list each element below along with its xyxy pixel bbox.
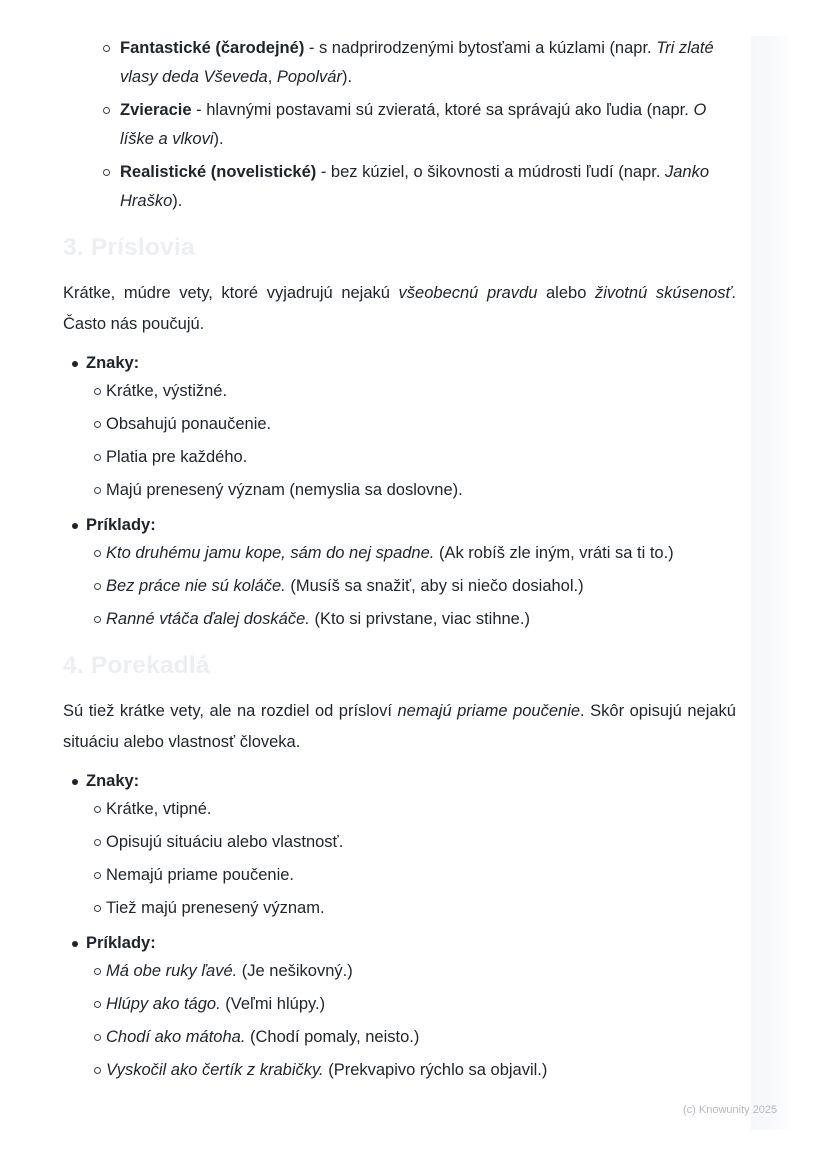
- bullet-icon: [72, 361, 78, 367]
- znaky-sublist: [86, 377, 736, 505]
- page-edge-strip: [749, 36, 793, 1130]
- list-item-text: Kto druhému jamu kope, sám do nej spadne. (Ak robíš zle iným, vráti sa ti to.): [106, 544, 674, 562]
- list-item: [86, 410, 736, 439]
- circle-bullet-icon: [94, 583, 101, 590]
- list-item-text: Chodí ako mátoha. (Chodí pomaly, neisto.): [106, 1028, 420, 1046]
- list-item-text: Bez práce nie sú koláče. (Musíš sa snažiť, aby si niečo dosiahol.): [106, 577, 584, 595]
- list-item-text: Obsahujú ponaučenie.: [106, 415, 272, 433]
- list-item-text: Ranné vtáča ďalej doskáče. (Kto si privstane, viac stihne.): [106, 610, 530, 628]
- circle-bullet-icon: [94, 968, 101, 975]
- list-item-label: Príklady:: [86, 516, 156, 534]
- circle-bullet-icon: [103, 45, 110, 52]
- list-item-text: Krátke, výstižné.: [106, 382, 228, 400]
- circle-bullet-icon: [94, 388, 101, 395]
- list-item-text: Krátke, vtipné.: [106, 800, 212, 818]
- list-item: [86, 990, 736, 1019]
- list-item-label: Príklady:: [86, 934, 156, 952]
- list-item-znaky: [63, 767, 736, 923]
- tale-types-list: [63, 34, 736, 216]
- list-item: [86, 605, 736, 634]
- circle-bullet-icon: [94, 1001, 101, 1008]
- circle-bullet-icon: [94, 1034, 101, 1041]
- list-item-text: Tiež majú prenesený význam.: [106, 899, 325, 917]
- list-item: [86, 894, 736, 923]
- copyright-watermark: (c) Knowunity 2025: [683, 1104, 778, 1116]
- list-item-label: Znaky:: [86, 772, 140, 790]
- intro-paragraph: Krátke, múdre vety, ktoré vyjadrujú nejakú všeobecnú pravdu alebo životnú skúsenosť. Často nás poučujú.: [63, 284, 736, 333]
- section-heading-prislovia: 3. Príslovia: [63, 234, 195, 261]
- list-item: [86, 572, 736, 601]
- list-item-label: Znaky:: [86, 354, 140, 372]
- list-item-text: Realistické (novelistické) - bez kúziel, o šikovnosti a múdrosti ľudí (napr. Janko Hraško).: [120, 163, 710, 210]
- list-item: [86, 795, 736, 824]
- znaky-sublist: [86, 795, 736, 923]
- prislovia-outline-list: [63, 349, 736, 634]
- list-item: [63, 34, 736, 92]
- list-item-text: Majú prenesený význam (nemyslia sa doslovne).: [106, 481, 463, 499]
- list-item-znaky: [63, 349, 736, 505]
- circle-bullet-icon: [94, 487, 101, 494]
- list-item-text: Opisujú situáciu alebo vlastnosť.: [106, 833, 344, 851]
- list-item: [86, 377, 736, 406]
- list-item-text: Hlúpy ako tágo. (Veľmi hlúpy.): [106, 995, 326, 1013]
- circle-bullet-icon: [94, 454, 101, 461]
- bullet-icon: [72, 941, 78, 947]
- circle-bullet-icon: [94, 1067, 101, 1074]
- circle-bullet-icon: [94, 806, 101, 813]
- section-heading-porekadla: 4. Porekadlá: [63, 652, 210, 679]
- list-item-text: Vyskočil ako čertík z krabičky. (Prekvapivo rýchlo sa objavil.): [106, 1061, 548, 1079]
- list-item-text: Platia pre každého.: [106, 448, 248, 466]
- list-item: [86, 476, 736, 505]
- circle-bullet-icon: [94, 616, 101, 623]
- list-item: [86, 828, 736, 857]
- list-item: [86, 443, 736, 472]
- bullet-icon: [72, 779, 78, 785]
- circle-bullet-icon: [94, 839, 101, 846]
- list-item-text: Nemajú priame poučenie.: [106, 866, 295, 884]
- list-item: [86, 1023, 736, 1052]
- list-item-text: Fantastické (čarodejné) - s nadprirodzenými bytosťami a kúzlami (napr. Tri zlaté vlasy deda Vševeda, Popolvár).: [120, 39, 714, 86]
- list-item: [86, 539, 736, 568]
- circle-bullet-icon: [94, 421, 101, 428]
- priklady-sublist: [86, 539, 736, 634]
- circle-bullet-icon: [103, 169, 110, 176]
- list-item-priklady: [63, 511, 736, 634]
- circle-bullet-icon: [103, 107, 110, 114]
- list-item-text: Zvieracie - hlavnými postavami sú zvieratá, ktoré sa správajú ako ľudia (napr. O líške a vlkovi).: [120, 101, 707, 148]
- list-item: [63, 96, 736, 154]
- intro-paragraph: Sú tiež krátke vety, ale na rozdiel od prísloví nemajú priame poučenie. Skôr opisujú nejakú situáciu alebo vlastnosť človeka.: [63, 702, 736, 751]
- porekadla-outline-list: [63, 767, 736, 1085]
- list-item-priklady: [63, 929, 736, 1085]
- circle-bullet-icon: [94, 550, 101, 557]
- circle-bullet-icon: [94, 905, 101, 912]
- list-item: [86, 1056, 736, 1085]
- list-item: [86, 957, 736, 986]
- list-item: [86, 861, 736, 890]
- priklady-sublist: [86, 957, 736, 1085]
- circle-bullet-icon: [94, 872, 101, 879]
- bullet-icon: [72, 523, 78, 529]
- list-item: [63, 158, 736, 216]
- list-item-text: Má obe ruky ľavé. (Je nešikovný.): [106, 962, 353, 980]
